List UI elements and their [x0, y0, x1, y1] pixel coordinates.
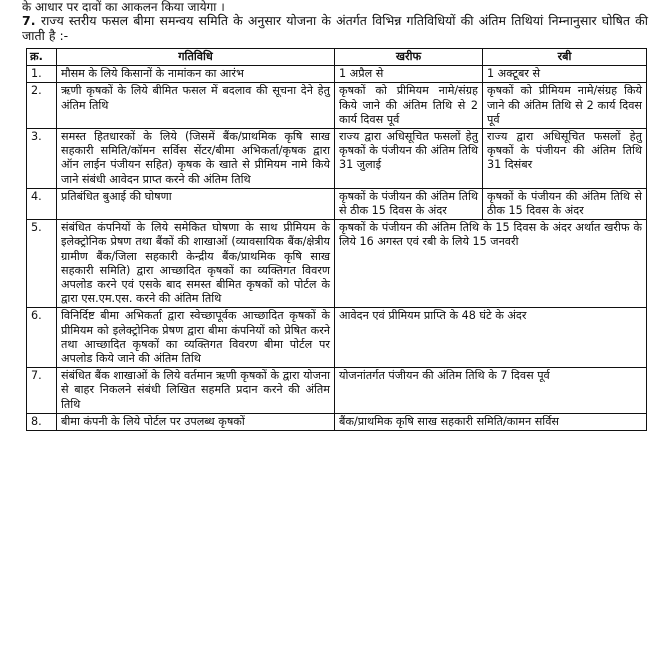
table-header-row [27, 49, 647, 66]
row-kharif: कृषकों को प्रीमियम नामे/संग्रह किये जाने की अंतिम तिथि से 2 कार्य दिवस पूर्व [335, 83, 483, 129]
row-kharif: कृषकों के पंजीयन की अंतिम तिथि से ठीक 15 दिवस के अंदर [335, 188, 483, 219]
row-rabi: कृषकों के पंजीयन की अंतिम तिथि से ठीक 15 दिवस के अंदर [483, 188, 647, 219]
row-combined: आवेदन एवं प्रीमियम प्राप्ति के 48 घंटे के अंदर [335, 308, 647, 368]
row-serial: 8. [27, 413, 57, 430]
row-combined: योजनांतर्गत पंजीयन की अंतिम तिथि के 7 दिवस पूर्व [335, 368, 647, 414]
row-activity: प्रतिबंधित बुआई की घोषणा [57, 188, 335, 219]
table-row [27, 413, 647, 430]
row-rabi: 1 अक्टूबर से [483, 66, 647, 83]
row-activity: मौसम के लिये किसानों के नामांकन का आरंभ [57, 66, 335, 83]
header-activity: गतिविधि [57, 49, 335, 66]
table-row [27, 83, 647, 129]
row-serial: 1. [27, 66, 57, 83]
row-kharif: राज्य द्वारा अधिसूचित फसलों हेतु कृषकों के पंजीयन की अंतिम तिथि 31 जुलाई [335, 129, 483, 189]
row-activity: संबंधित कंपनियों के लिये समेकित घोषणा के साथ प्रीमियम के इलेक्ट्रोनिक प्रेषण तथा बैंकों की शाखाओं (व्यावसायिक बैंक/क्षेत्रीय ग्रामीण बैंक/जिला सहकारी केन्द्रीय बैंक/प्राथमिक कृषि साख सहकारी समिति) द्वारा आच्छादित कृषकों का व्यक्तिगत विवरण अपलोड करने एवं एसके बाद समस्त बीमित कृषकों को पोर्टल के द्वारा एस.एम.एस. करने की अंतिम तिथि [57, 220, 335, 308]
header-serial: क्र. [27, 49, 57, 66]
previous-text-fragment: के आधार पर दावों का आकलन किया जायेगा । [22, 0, 225, 14]
section-text: राज्य स्तरीय फसल बीमा समन्वय समिति के अनुसार योजना के अंतर्गत विभिन्न गतिविधियों की अंतिम तिथियां निम्नानुसार घोषित की जाती है :- [22, 13, 648, 43]
table-row [27, 308, 647, 368]
row-serial: 6. [27, 308, 57, 368]
table-row [27, 368, 647, 414]
table-row [27, 66, 647, 83]
section-7-paragraph [22, 13, 648, 43]
row-serial: 2. [27, 83, 57, 129]
row-kharif: 1 अप्रैल से [335, 66, 483, 83]
row-serial: 3. [27, 129, 57, 189]
row-serial: 4. [27, 188, 57, 219]
row-activity: विनिर्दिष्ट बीमा अभिकर्ता द्वारा स्वेच्छापूर्वक आच्छादित कृषकों के प्रीमियम को इलेक्ट्रोनिक प्रेषण द्वारा बीमा कंपनियों को प्रेषित करने तथा आच्छादित कृषकों का व्यक्तिगत विवरण बीमा पोर्टल पर अपलोड किये जाने की अंतिम तिथि [57, 308, 335, 368]
row-activity: बीमा कंपनी के लिये पोर्टल पर उपलब्ध कृषकों [57, 413, 335, 430]
table-row [27, 188, 647, 219]
deadlines-table [26, 48, 647, 431]
row-activity: संबंधित बैंक शाखाओं के लिये वर्तमान ऋणी कृषकों के द्वारा योजना से बाहर निकलने संबंधी लिखित सहमति प्रदान करने की अंतिम तिथि [57, 368, 335, 414]
row-rabi: राज्य द्वारा अधिसूचित फसलों हेतु कृषकों के पंजीयन की अंतिम तिथि 31 दिसंबर [483, 129, 647, 189]
table-row [27, 220, 647, 308]
row-activity: समस्त हितधारकों के लिये (जिसमें बैंक/प्राथमिक कृषि साख सहकारी समिति/कॉमन सर्विस सेंटर/बीमा अभिकर्ता/कृषक द्वारा ऑन लाईन पंजीयन सहित) कृषक के खाते से प्रीमियम नामे किये जाने संबंधी आवेदन प्राप्त करने की अंतिम तिथि [57, 129, 335, 189]
header-rabi: रबी [483, 49, 647, 66]
row-combined: बैंक/प्राथमिक कृषि साख सहकारी समिति/कामन सर्विस [335, 413, 647, 430]
header-kharif: खरीफ [335, 49, 483, 66]
table-row [27, 129, 647, 189]
row-serial: 7. [27, 368, 57, 414]
row-activity: ऋणी कृषकों के लिये बीमित फसल में बदलाव की सूचना देने हेतु अंतिम तिथि [57, 83, 335, 129]
row-rabi: कृषकों को प्रीमियम नामे/संग्रह किये जाने की अंतिम तिथि से 2 कार्य दिवस पूर्व [483, 83, 647, 129]
section-number: 7. [22, 13, 36, 28]
row-combined: कृषकों के पंजीयन की अंतिम तिथि के 15 दिवस के अंदर अर्थात खरीफ के लिये 16 अगस्त एवं रबी के लिये 15 जनवरी [335, 220, 647, 308]
row-serial: 5. [27, 220, 57, 308]
